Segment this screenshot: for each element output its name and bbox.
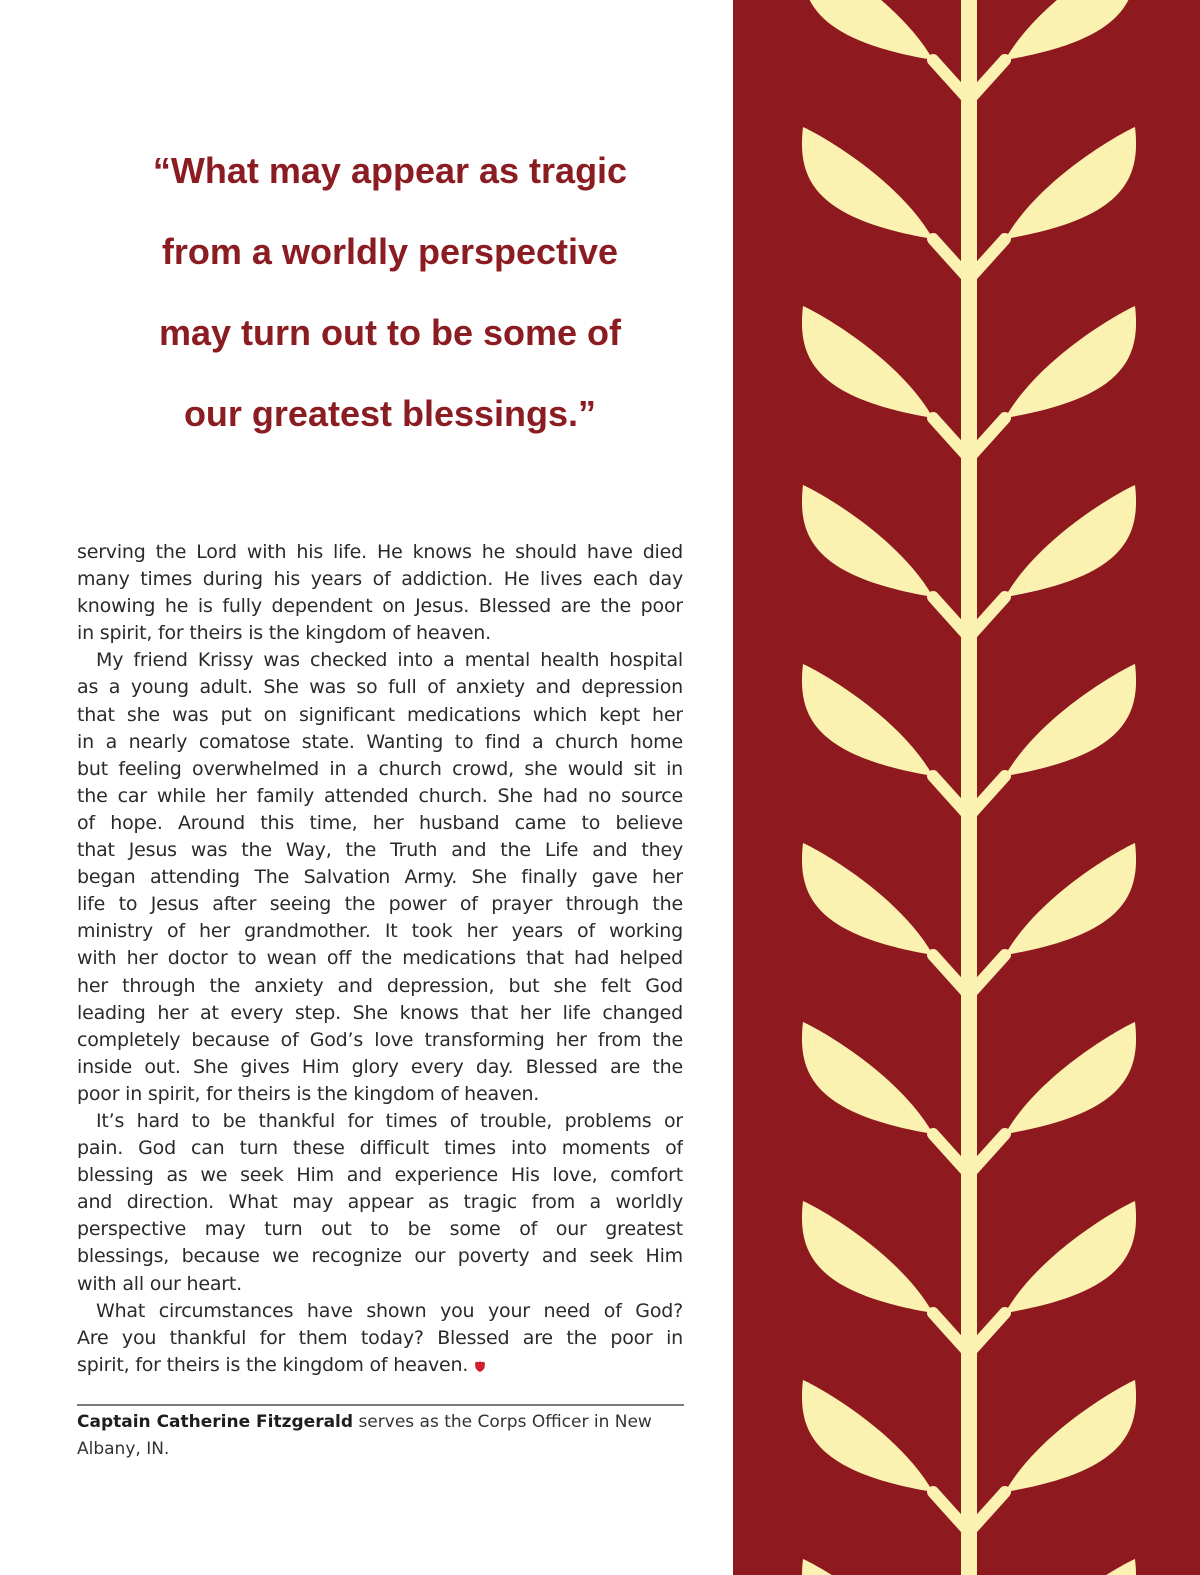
article-line: but feeling overwhelmed in a church crowd, she would sit in <box>77 757 683 780</box>
leaf-left <box>802 306 933 418</box>
pull-quote-line: may turn out to be some of <box>158 312 622 353</box>
leaf-right <box>1005 1559 1136 1575</box>
decorative-panel <box>733 0 1200 1575</box>
article-line: blessings, because we recognize our poverty and seek Him <box>77 1245 683 1268</box>
author-name: Captain Catherine Fitzgerald <box>77 1412 354 1432</box>
article-line: and direction. What may appear as tragic from a worldly <box>77 1191 683 1214</box>
article-line: My friend Krissy was checked into a mental health hospital <box>96 649 683 672</box>
pull-quote <box>90 130 690 454</box>
leaf-right <box>1005 1380 1136 1492</box>
article-line: of hope. Around this time, her husband came to believe <box>77 811 683 834</box>
pull-quote-line: “What may appear as tragic <box>152 150 628 191</box>
leaf-right <box>1005 127 1136 239</box>
article-line: with her doctor to wean off the medications that had helped <box>77 947 683 970</box>
article-line: It’s hard to be thankful for times of trouble, problems or <box>96 1109 683 1132</box>
leaf-vine-icon <box>733 0 1200 1575</box>
leaf-right <box>1005 306 1136 418</box>
leaf-left <box>802 1559 933 1575</box>
bio-divider <box>77 1404 684 1406</box>
leaf-right <box>1005 1022 1136 1134</box>
article-line: many times during his years of addiction. He lives each day <box>77 568 683 591</box>
article-line: that Jesus was the Way, the Truth and the Life and they <box>77 839 683 862</box>
article-body <box>77 539 683 1379</box>
article-line: perspective may turn out to be some of our greatest <box>77 1218 683 1241</box>
leaf-right <box>1005 664 1136 776</box>
leaf-left <box>802 664 933 776</box>
article-line: her through the anxiety and depression, but she felt God <box>77 974 683 997</box>
article-line: Are you thankful for them today? Blessed are the poor in <box>77 1326 683 1349</box>
article-line: ministry of her grandmother. It took her years of working <box>77 920 683 943</box>
bio-text: serves as the Corps Officer in New <box>353 1412 652 1432</box>
article-line: in a nearly comatose state. Wanting to find a church home <box>77 730 683 753</box>
article-line: that she was put on significant medications which kept her <box>77 703 683 726</box>
article-line-final <box>77 1352 683 1379</box>
article-line: life to Jesus after seeing the power of prayer through the <box>77 893 683 916</box>
leaf-right <box>1005 0 1136 60</box>
article-line: blessing as we seek Him and experience His love, comfort <box>77 1164 683 1187</box>
bio-line <box>77 1409 687 1436</box>
salvation-army-shield-icon <box>475 1361 485 1372</box>
article-line: completely because of God’s love transforming her from the <box>77 1028 683 1051</box>
leaf-left <box>802 0 933 60</box>
leaf-left <box>802 1022 933 1134</box>
bio-line: Albany, IN. <box>77 1439 170 1459</box>
pull-quote-line: from a worldly perspective <box>161 231 619 272</box>
leaf-left <box>802 843 933 955</box>
article-line: leading her at every step. She knows that her life changed <box>77 1001 683 1024</box>
leaf-left <box>802 127 933 239</box>
article-line: serving the Lord with his life. He knows he should have died <box>77 541 683 563</box>
pull-quote-line: our greatest blessings.” <box>183 393 597 434</box>
article-line: with all our heart. <box>77 1272 242 1295</box>
leaf-right <box>1005 843 1136 955</box>
article-line-text: spirit, for theirs is the kingdom of heaven. <box>77 1353 469 1376</box>
article-line: poor in spirit, for theirs is the kingdom of heaven. <box>77 1082 540 1105</box>
article-line: inside out. She gives Him glory every day. Blessed are the <box>77 1055 683 1078</box>
leaf-left <box>802 485 933 597</box>
leaf-right <box>1005 485 1136 597</box>
article-line: the car while her family attended church. She had no source <box>77 784 683 807</box>
leaf-right <box>1005 1201 1136 1313</box>
article-line: pain. God can turn these difficult times into moments of <box>77 1137 683 1160</box>
leaf-left <box>802 1201 933 1313</box>
leaf-left <box>802 1380 933 1492</box>
article-line: What circumstances have shown you your need of God? <box>96 1299 683 1322</box>
article-line: as a young adult. She was so full of anxiety and depression <box>77 676 683 699</box>
author-bio <box>77 1409 687 1463</box>
article-line: in spirit, for theirs is the kingdom of heaven. <box>77 622 491 645</box>
article-line: began attending The Salvation Army. She finally gave her <box>77 866 683 889</box>
article-line: knowing he is fully dependent on Jesus. Blessed are the poor <box>77 595 683 618</box>
